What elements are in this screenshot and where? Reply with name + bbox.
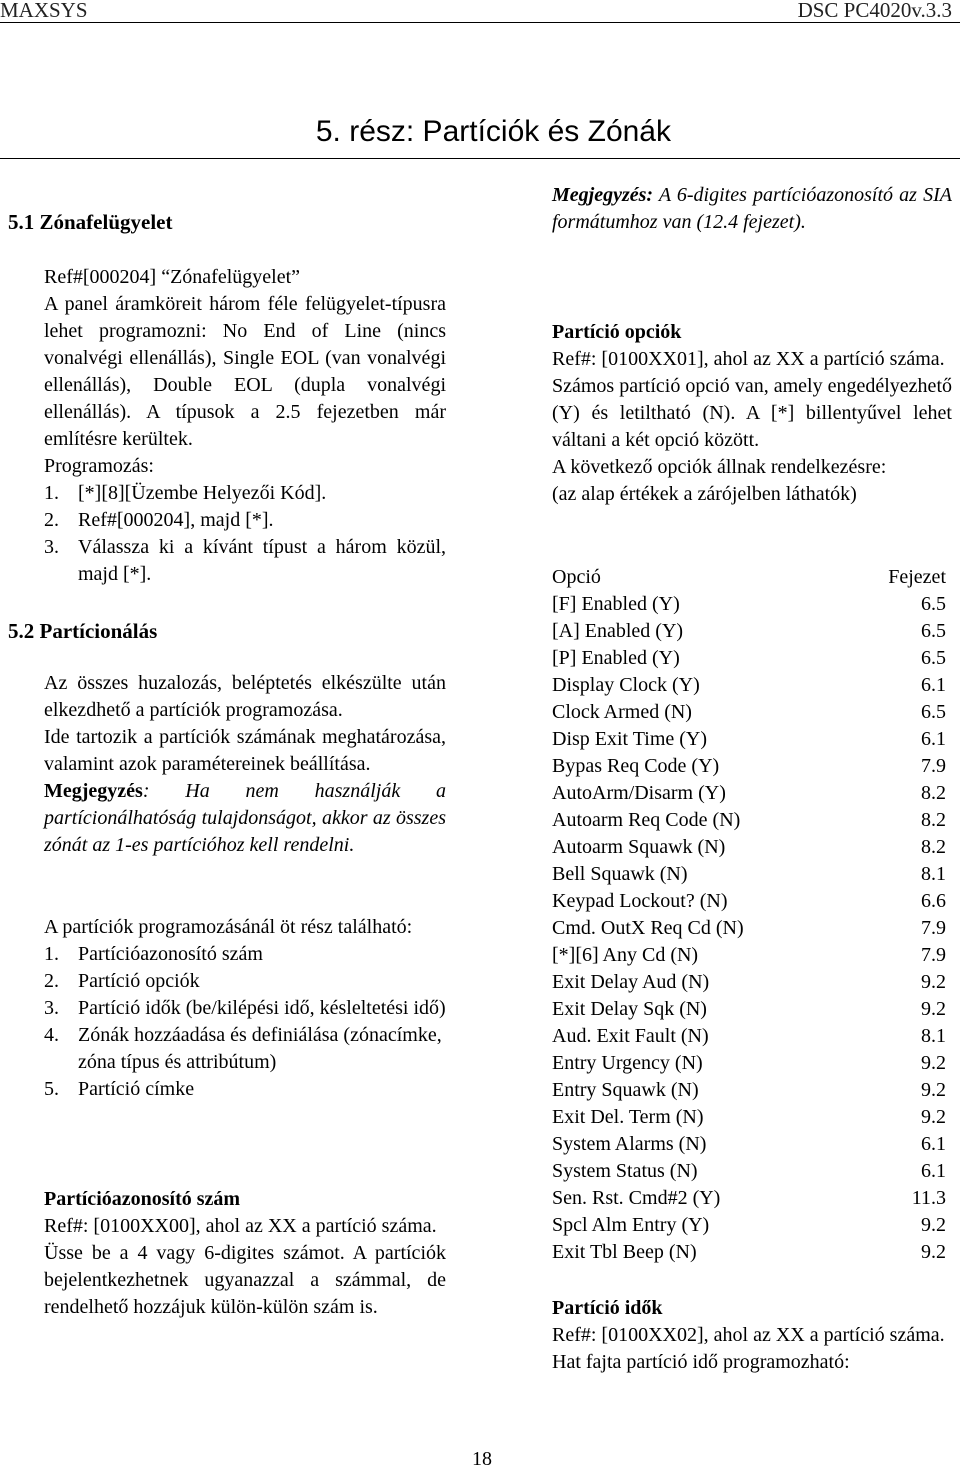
partition-id-block	[44, 1186, 446, 1321]
sia-note: Megjegyzés: A 6-digites partícióazonosító az SIA formátumhoz van (12.4 fejezet).	[552, 184, 952, 233]
table-row	[552, 996, 946, 1023]
option-name: Aud. Exit Fault (N)	[552, 1025, 709, 1047]
option-chapter: 7.9	[921, 917, 946, 939]
table-row	[552, 915, 946, 942]
option-chapter: 8.1	[921, 1025, 946, 1047]
parts-list	[44, 941, 446, 1103]
option-chapter: 8.2	[921, 836, 946, 858]
option-chapter: 9.2	[921, 1052, 946, 1074]
supervision-para: A panel áramköreit három féle felügyelet-típusra lehet programozni: No End of Line (nincs vonalvégi ellenállás), Single EOL (van vonalvégi ellenállás), Double EOL (dupla vonalvégi ellenállás). A típusok a 2.5 fejezetben már említésre kerültek.	[44, 293, 446, 450]
section-5-1-body	[44, 264, 446, 588]
table-row	[552, 1050, 946, 1077]
option-name: Autoarm Req Code (N)	[552, 809, 741, 831]
partition-id-title: Partícióazonosító szám	[44, 1188, 241, 1210]
page-number: 18	[472, 1448, 492, 1470]
option-name: Display Clock (Y)	[552, 674, 700, 696]
option-name: Spcl Alm Entry (Y)	[552, 1214, 710, 1236]
parts-block	[44, 914, 446, 1103]
partitioning-note: Megjegyzés: Ha nem használják a partícionálhatóság tulajdonságot, akkor az összes zónát az 1-es partícióhoz kell rendelni.	[44, 780, 446, 856]
section-5-2-body	[44, 670, 446, 859]
option-name: System Alarms (N)	[552, 1133, 707, 1155]
part-title: 5. rész: Partíciók és Zónák	[315, 115, 671, 148]
table-row	[552, 1212, 946, 1239]
options-available: A következő opciók állnak rendelkezésre:	[552, 456, 887, 478]
partition-id-ref: Ref#: [0100XX00], ahol az XX a partíció száma.	[44, 1215, 437, 1237]
header-rule	[0, 22, 960, 23]
list-item: 4. Zónák hozzáadása és definiálása (zónacímke, zóna típus és attribútum)	[44, 1024, 442, 1073]
list-item: 2. Partíció opciók	[44, 970, 200, 992]
option-name: System Status (N)	[552, 1160, 698, 1182]
options-table	[552, 564, 946, 1266]
table-row	[552, 807, 946, 834]
option-chapter: 8.1	[921, 863, 946, 885]
option-name: AutoArm/Disarm (Y)	[552, 782, 726, 804]
partitioning-para-2: Ide tartozik a partíciók számának meghatározása, valamint azok paramétereinek beállítása.	[44, 726, 446, 775]
option-name: Disp Exit Time (Y)	[552, 728, 708, 750]
options-title: Partíció opciók	[552, 321, 682, 343]
option-chapter: 9.2	[921, 1241, 946, 1263]
times-text: Hat fajta partíció idő programozható:	[552, 1351, 850, 1373]
header-right: DSC PC4020v.3.3	[797, 0, 952, 22]
partition-times-block	[552, 1295, 952, 1376]
right-note	[552, 182, 952, 236]
times-ref: Ref#: [0100XX02], ahol az XX a partíció száma.	[552, 1324, 945, 1346]
option-chapter: 9.2	[921, 1214, 946, 1236]
parts-intro: A partíciók programozásánál öt rész található:	[44, 916, 413, 938]
table-row	[552, 1023, 946, 1050]
col-option: Opció	[552, 566, 601, 588]
table-row	[552, 618, 946, 645]
table-row	[552, 1185, 946, 1212]
option-chapter: 6.1	[921, 728, 946, 750]
option-name: [A] Enabled (Y)	[552, 620, 684, 642]
table-row	[552, 672, 946, 699]
ref-line: Ref#[000204] “Zónafelügyelet”	[44, 266, 301, 288]
option-name: Exit Tbl Beep (N)	[552, 1241, 697, 1263]
option-chapter: 9.2	[921, 998, 946, 1020]
partition-options-block	[552, 319, 952, 508]
option-chapter: 7.9	[921, 755, 946, 777]
options-ref: Ref#: [0100XX01], ahol az XX a partíció száma.	[552, 348, 945, 370]
option-chapter: 8.2	[921, 782, 946, 804]
option-name: Exit Delay Sqk (N)	[552, 998, 707, 1020]
title-rule	[0, 158, 960, 159]
option-chapter: 8.2	[921, 809, 946, 831]
option-name: Exit Del. Term (N)	[552, 1106, 704, 1128]
table-row	[552, 888, 946, 915]
table-row	[552, 645, 946, 672]
option-name: [F] Enabled (Y)	[552, 593, 680, 615]
option-name: Clock Armed (N)	[552, 701, 692, 723]
option-chapter: 6.5	[921, 647, 946, 669]
option-chapter: 11.3	[911, 1187, 946, 1209]
option-chapter: 6.5	[921, 701, 946, 723]
options-desc: Számos partíció opció van, amely engedélyezhető (Y) és letiltható (N). A [*] billentyűvel lehet váltani a két opció között.	[552, 375, 952, 451]
list-item: 2. Ref#[000204], majd [*].	[44, 509, 274, 531]
options-rows	[552, 591, 946, 1266]
options-defaults-note: (az alap értékek a zárójelben láthatók)	[552, 483, 857, 505]
option-chapter: 7.9	[921, 944, 946, 966]
option-chapter: 6.1	[921, 1160, 946, 1182]
option-name: Keypad Lockout? (N)	[552, 890, 728, 912]
option-chapter: 9.2	[921, 1079, 946, 1101]
table-row	[552, 780, 946, 807]
list-item: 1. [*][8][Üzembe Helyezői Kód].	[44, 482, 327, 504]
option-name: Entry Squawk (N)	[552, 1079, 699, 1101]
list-item: 5. Partíció címke	[44, 1078, 195, 1100]
option-name: Sen. Rst. Cmd#2 (Y)	[552, 1187, 721, 1209]
option-name: Bypas Req Code (Y)	[552, 755, 720, 777]
option-name: [P] Enabled (Y)	[552, 647, 680, 669]
option-chapter: 6.1	[921, 1133, 946, 1155]
table-row	[552, 591, 946, 618]
table-row	[552, 726, 946, 753]
option-chapter: 6.5	[921, 620, 946, 642]
col-chapter: Fejezet	[888, 566, 946, 588]
table-row	[552, 942, 946, 969]
list-item: 3. Válassza ki a kívánt típust a három közül, majd [*].	[44, 536, 446, 585]
table-header	[552, 564, 946, 591]
option-chapter: 6.5	[921, 593, 946, 615]
list-item: 3. Partíció idők (be/kilépési idő, késleltetési idő)	[44, 997, 446, 1019]
table-row	[552, 969, 946, 996]
table-row	[552, 753, 946, 780]
section-5-1-title: 5.1 Zónafelügyelet	[8, 210, 173, 234]
option-name: Bell Squawk (N)	[552, 863, 688, 885]
header-left: MAXSYS	[0, 0, 88, 22]
option-name: Cmd. OutX Req Cd (N)	[552, 917, 744, 939]
option-name: Exit Delay Aud (N)	[552, 971, 710, 993]
option-chapter: 6.6	[921, 890, 946, 912]
table-row	[552, 1077, 946, 1104]
option-chapter: 6.1	[921, 674, 946, 696]
programming-label: Programozás:	[44, 455, 154, 477]
option-name: Autoarm Squawk (N)	[552, 836, 726, 858]
table-row	[552, 699, 946, 726]
table-row	[552, 834, 946, 861]
partitioning-para-1: Az összes huzalozás, beléptetés elkészülte után elkezdhető a partíciók programozása.	[44, 672, 446, 721]
table-row	[552, 1131, 946, 1158]
section-5-2-title: 5.2 Partícionálás	[8, 619, 158, 643]
option-name: Entry Urgency (N)	[552, 1052, 703, 1074]
partition-id-text: Üsse be a 4 vagy 6-digites számot. A partíciók bejelentkezhetnek ugyanazzal a számmal, de rendelhető hozzájuk külön-külön szám is.	[44, 1242, 446, 1318]
times-title: Partíció idők	[552, 1297, 663, 1319]
option-chapter: 9.2	[921, 1106, 946, 1128]
table-row	[552, 1104, 946, 1131]
table-row	[552, 1158, 946, 1185]
programming-steps	[44, 480, 446, 588]
table-row	[552, 861, 946, 888]
list-item: 1. Partícióazonosító szám	[44, 943, 263, 965]
option-chapter: 9.2	[921, 971, 946, 993]
option-name: [*][6] Any Cd (N)	[552, 944, 699, 966]
table-row	[552, 1239, 946, 1266]
